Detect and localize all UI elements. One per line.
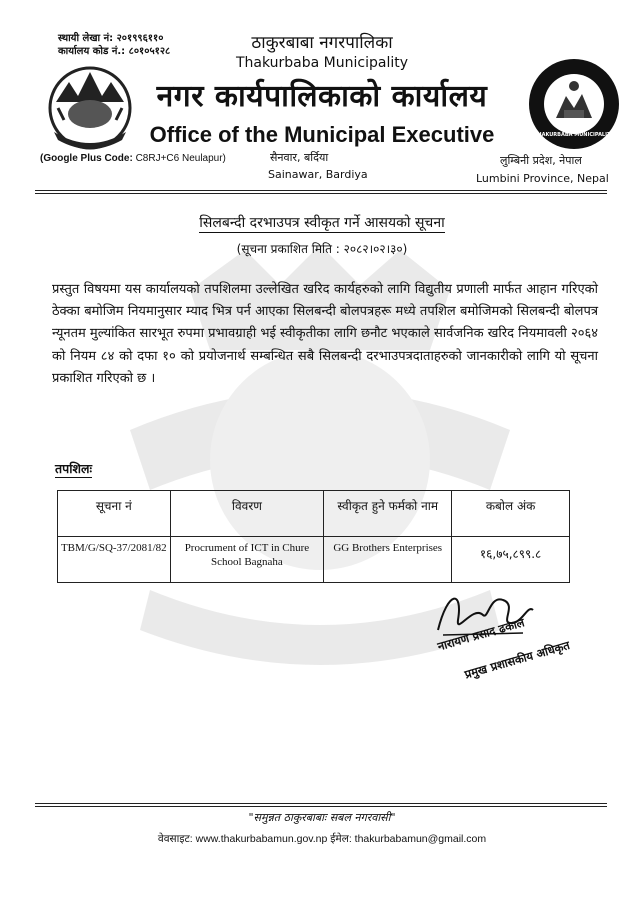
cell-firm-name: GG Brothers Enterprises xyxy=(324,537,452,583)
cell-description: Procrument of ICT in Chure School Bagnaha xyxy=(170,537,324,583)
col-bid-amount: कबोल अंक xyxy=(452,491,570,537)
municipality-name-np: ठाकुरबाबा नगरपालिका xyxy=(251,33,393,53)
footer-divider-2 xyxy=(35,806,607,807)
bid-table xyxy=(57,490,570,583)
footer-slogan: "समुन्नत ठाकुरबाबाः सबल नगरवासी" xyxy=(248,811,396,824)
publish-date: (सूचना प्रकाशित मिति : २०८२।०२।३०) xyxy=(236,242,408,256)
col-notice-no: सूचना नं xyxy=(58,491,171,537)
address-np: सैनवार, बर्दिया xyxy=(270,151,329,164)
google-plus-code: (Google Plus Code: C8RJ+C6 Neulapur) xyxy=(40,153,226,164)
footer-contact: वेवसाइट: www.thakurbabamun.gov.np ईमेल: thakurbabamun@gmail.com xyxy=(157,833,487,845)
office-title-np: नगर कार्यपालिकाको कार्यालय xyxy=(156,79,488,114)
province-np: लुम्बिनी प्रदेश, नेपाल xyxy=(500,154,582,167)
municipality-name-en: Thakurbaba Municipality xyxy=(235,55,408,71)
cell-notice-no: TBM/G/SQ-37/2081/82 xyxy=(58,537,171,583)
signatory-name: नारायण प्रसाद ढकाल xyxy=(436,615,526,654)
table-header-row xyxy=(58,491,570,537)
table-row xyxy=(58,537,570,583)
header-divider xyxy=(35,190,607,191)
notice-body: प्रस्तुत विषयमा यस कार्यालयको तपशिलमा उल्लेखित खरिद कार्यहरुको लागि विद्युतीय प्रणाली मार्फत आहान गरिएको ठेक्का बमोजिम नियमानुसार म्याद भित्र पर्न आएका सिलबन्दी बोलपत्रहरू मध्ये तपशिल बमोजिमको सिलबन्दी बोलपत्र न्यूनतम मुल्यांकित सारभूत रुपमा प्रभावग्राही भई स्वीकृतीका लागि छनौट भएकाले सार्वजनिक खरिद नियमावली २०६४ को नियम ८४ को दफा १० को प्रयोजनार्थ सम्बन्धित सबै सिलबन्दी दरभाउपत्रदाताहरुको जानकारीको लागि यो सूचना प्रकाशित गरिएको छ । xyxy=(52,282,598,386)
province-en: Lumbini Province, Nepal xyxy=(476,172,609,185)
header-divider-2 xyxy=(35,193,607,194)
office-code-no: कार्यालय कोड नं.: ८०१०५१२८ xyxy=(58,46,171,57)
tapsil-label: तपशिलः xyxy=(55,461,92,476)
address-en: Sainawar, Bardiya xyxy=(268,168,368,181)
footer-divider xyxy=(35,803,607,804)
cell-bid-amount: १६,७५,८९९.८ xyxy=(452,537,570,583)
notice-subject: सिलबन्दी दरभाउपत्र स्वीकृत गर्ने आसयको सूचना xyxy=(199,215,445,231)
signatory-title: प्रमुख प्रशासकीय अधिकृत xyxy=(463,638,572,682)
col-firm-name: स्वीकृत हुने फर्मको नाम xyxy=(324,491,452,537)
office-title-en: Office of the Municipal Executive xyxy=(149,122,495,147)
permanent-account-no: स्थायी लेखा नं: २०१९९६११० xyxy=(58,33,164,44)
seal-text: THAKURBABA MUNICIPALITY xyxy=(533,132,615,138)
col-description: विवरण xyxy=(170,491,324,537)
